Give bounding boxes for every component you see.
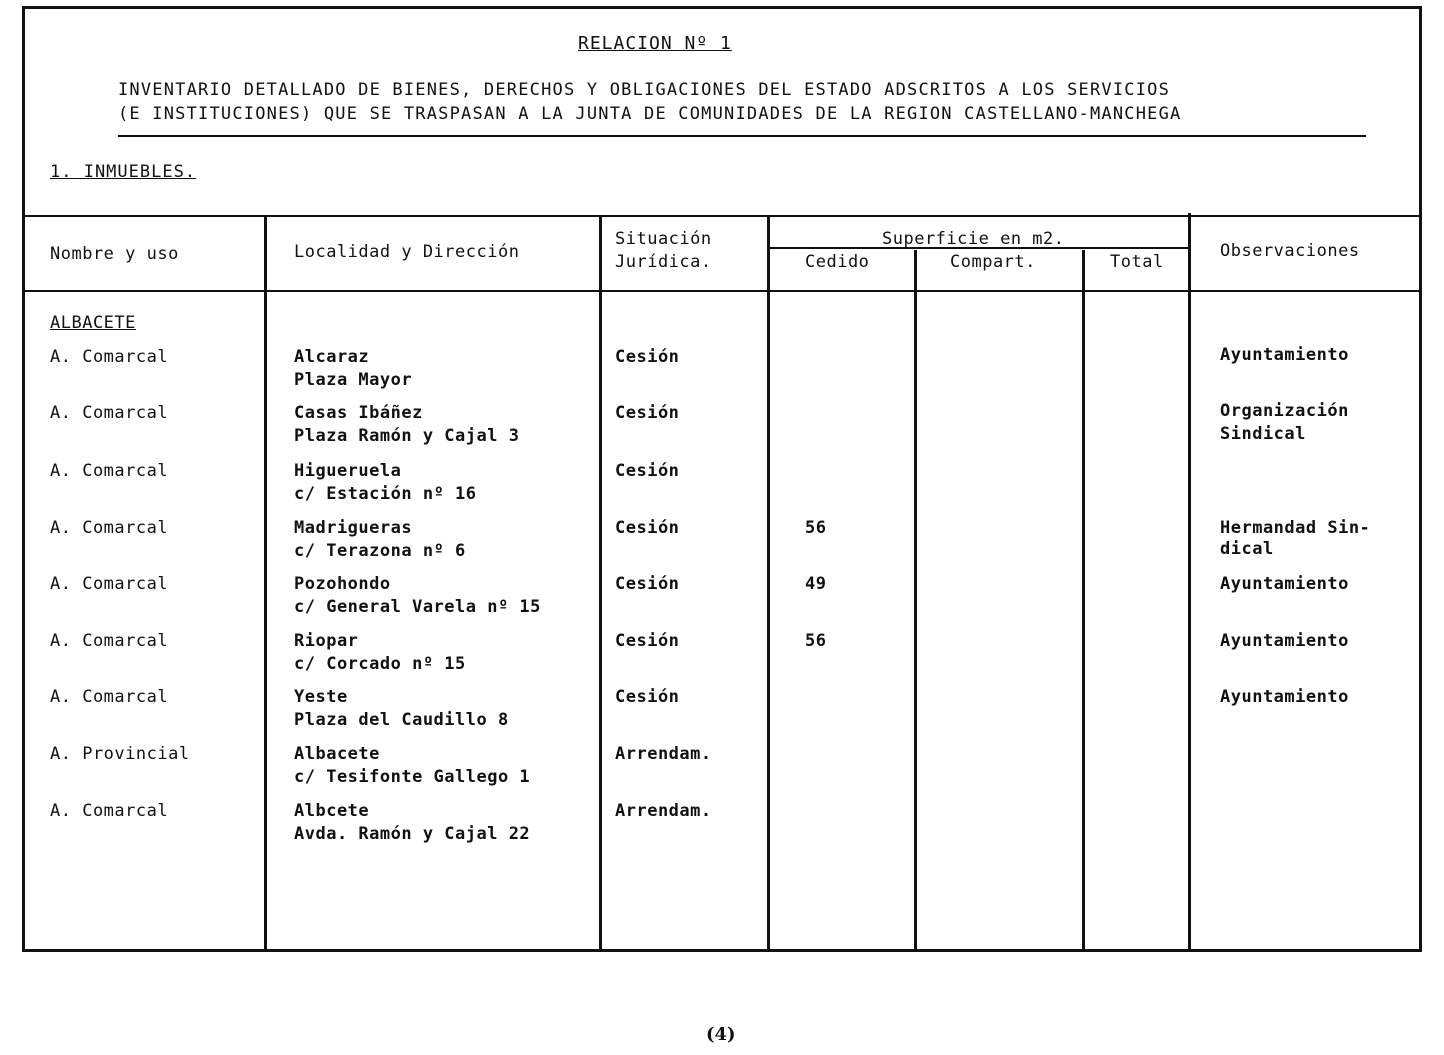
header-nombre: Nombre y uso (50, 244, 179, 264)
row-nombre: A. Comarcal (50, 574, 169, 594)
subtitle-underline (118, 135, 1366, 137)
row-situacion: Cesión (615, 347, 680, 367)
row-cedido: 56 (805, 631, 827, 651)
table-header-rule (22, 290, 1422, 292)
page-number: (4) (706, 1024, 736, 1045)
row-direccion: c/ Estación nº 16 (294, 484, 477, 504)
row-situacion: Cesión (615, 461, 680, 481)
row-observaciones-cont: Sindical (1220, 424, 1306, 444)
row-situacion: Cesión (615, 403, 680, 423)
header-localidad: Localidad y Dirección (294, 242, 520, 262)
row-situacion: Cesión (615, 631, 680, 651)
document-subtitle-line2: (E INSTITUCIONES) QUE SE TRASPASAN A LA JUNTA DE COMUNIDADES DE LA REGION CASTELLANO-MANCHEGA (118, 104, 1182, 124)
header-cedido: Cedido (805, 252, 870, 272)
row-observaciones-cont: dical (1220, 539, 1274, 559)
row-situacion: Cesión (615, 687, 680, 707)
row-observaciones: Ayuntamiento (1220, 574, 1349, 594)
row-observaciones: Hermandad Sin- (1220, 518, 1371, 538)
header-situacion-line1: Situación (615, 229, 712, 249)
row-direccion: c/ Terazona nº 6 (294, 541, 466, 561)
row-situacion: Cesión (615, 518, 680, 538)
header-observaciones: Observaciones (1220, 241, 1360, 261)
row-observaciones: Ayuntamiento (1220, 345, 1349, 365)
row-direccion: c/ General Varela nº 15 (294, 597, 541, 617)
row-nombre: A. Comarcal (50, 347, 169, 367)
row-observaciones: Organización (1220, 401, 1349, 421)
group-label: ALBACETE (50, 313, 136, 333)
header-situacion-line2: Jurídica. (615, 252, 712, 272)
header-compart: Compart. (950, 252, 1036, 272)
row-localidad: Albacete (294, 744, 380, 764)
row-localidad: Yeste (294, 687, 348, 707)
column-divider (767, 215, 770, 952)
row-direccion: c/ Tesifonte Gallego 1 (294, 767, 531, 787)
row-situacion: Arrendam. (615, 801, 712, 821)
row-localidad: Higueruela (294, 461, 402, 481)
row-localidad: Riopar (294, 631, 359, 651)
row-localidad: Albcete (294, 801, 370, 821)
column-divider (599, 215, 602, 952)
row-localidad: Pozohondo (294, 574, 391, 594)
row-direccion: Avda. Ramón y Cajal 22 (294, 824, 531, 844)
row-direccion: c/ Corcado nº 15 (294, 654, 466, 674)
document-frame (22, 6, 1422, 952)
row-nombre: A. Comarcal (50, 631, 169, 651)
row-direccion: Plaza Mayor (294, 370, 413, 390)
column-divider (914, 250, 917, 952)
row-nombre: A. Comarcal (50, 403, 169, 423)
column-divider (264, 215, 267, 952)
row-localidad: Alcaraz (294, 347, 370, 367)
row-nombre: A. Comarcal (50, 801, 169, 821)
column-divider (1082, 250, 1085, 952)
row-situacion: Cesión (615, 574, 680, 594)
row-observaciones: Ayuntamiento (1220, 631, 1349, 651)
row-localidad: Madrigueras (294, 518, 413, 538)
column-divider (1188, 213, 1191, 952)
row-nombre: A. Comarcal (50, 687, 169, 707)
table-top-rule (22, 215, 1422, 217)
header-total: Total (1110, 252, 1164, 272)
row-observaciones: Ayuntamiento (1220, 687, 1349, 707)
document-title: RELACION Nº 1 (578, 33, 732, 54)
row-cedido: 56 (805, 518, 827, 538)
row-direccion: Plaza del Caudillo 8 (294, 710, 509, 730)
section-heading: 1. INMUEBLES. (50, 162, 197, 182)
document-subtitle-line1: INVENTARIO DETALLADO DE BIENES, DERECHOS Y OBLIGACIONES DEL ESTADO ADSCRITOS A LOS SERVICIOS (118, 80, 1171, 100)
row-nombre: A. Comarcal (50, 518, 169, 538)
row-nombre: A. Comarcal (50, 461, 169, 481)
row-nombre: A. Provincial (50, 744, 190, 764)
header-superficie: Superficie en m2. (882, 229, 1065, 249)
row-cedido: 49 (805, 574, 827, 594)
row-localidad: Casas Ibáñez (294, 403, 423, 423)
row-situacion: Arrendam. (615, 744, 712, 764)
row-direccion: Plaza Ramón y Cajal 3 (294, 426, 520, 446)
